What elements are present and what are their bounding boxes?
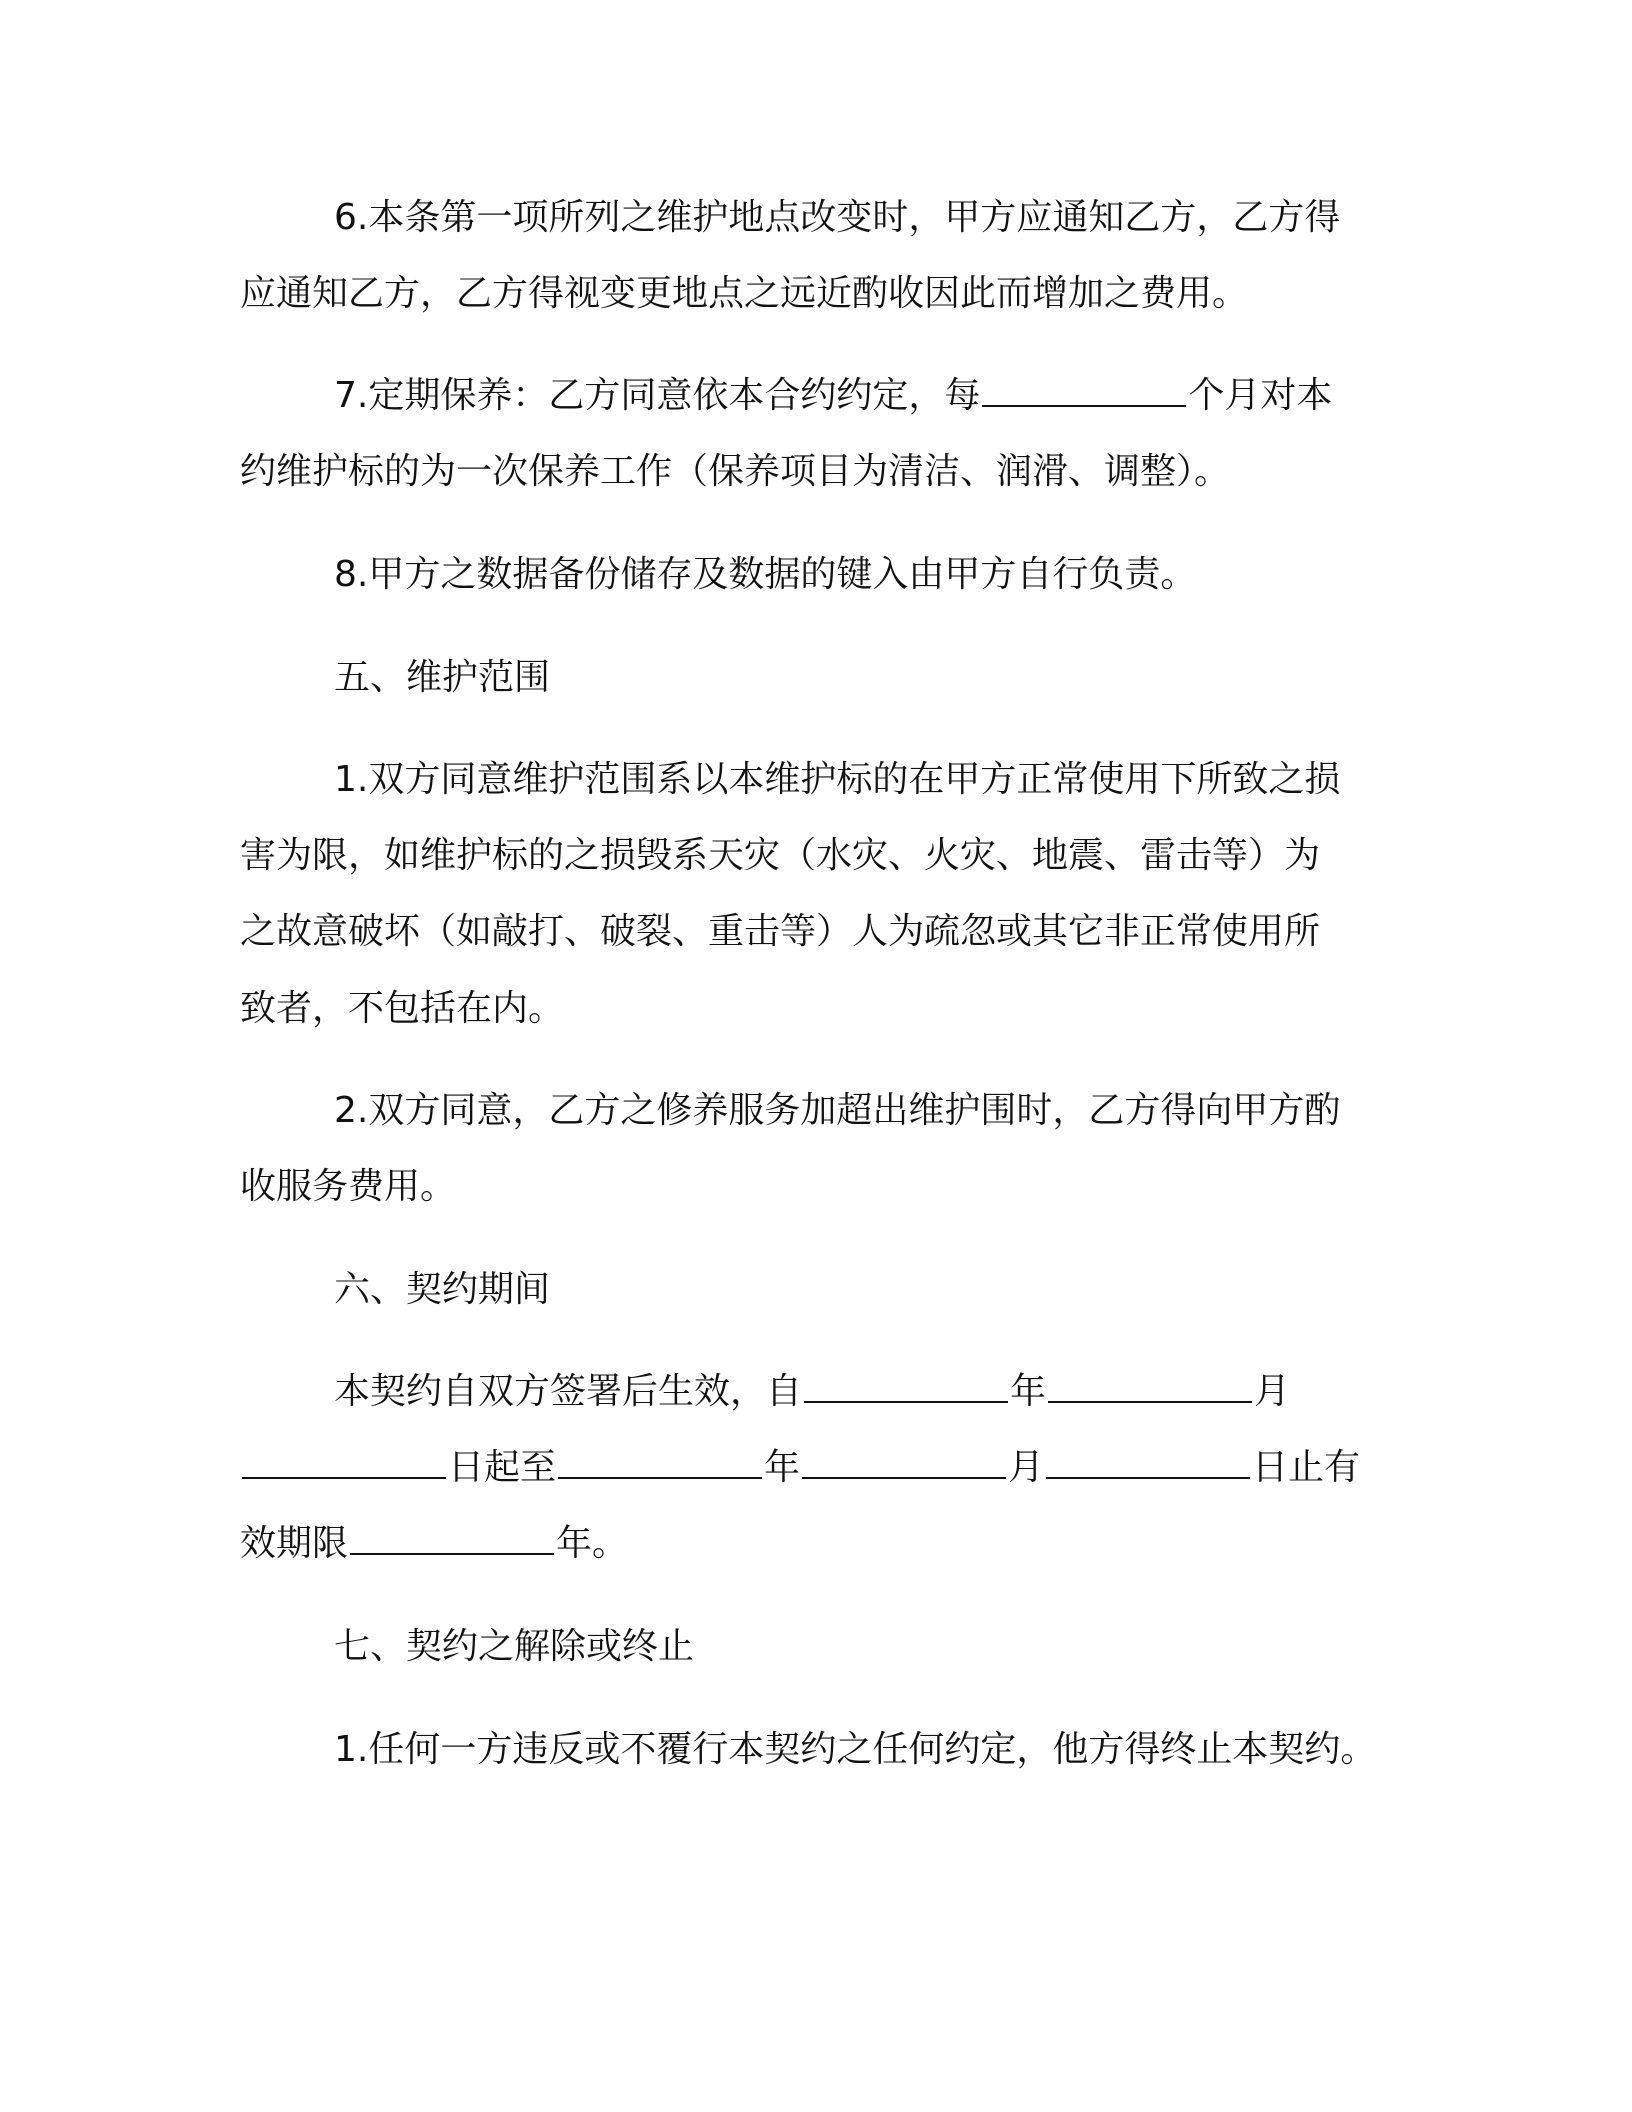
text: 8.甲方之数据备份储存及数据的键入由甲方自行负责。 (334, 554, 1197, 595)
text: 个月对本 (1188, 375, 1333, 416)
scope-paragraph-1-line-2 (240, 834, 1320, 878)
fill-blank-years (350, 1523, 554, 1555)
scope-paragraph-2-line-2 (240, 1165, 456, 1209)
text: 之故意破坏（如敲打、破裂、重击等）人为疏忽或其它非正常使用所 (240, 911, 1321, 952)
text: 日止有 (1252, 1447, 1361, 1488)
text: 1.任何一方违反或不覆行本契约之任何约定，他方得终止本契约。 (334, 1729, 1377, 1770)
text: 五、维护范围 (334, 657, 551, 698)
text: 月 (1254, 1371, 1291, 1412)
text: 本契约自双方签署后生效，自 (334, 1371, 803, 1412)
paragraph-6-line-1 (334, 196, 1340, 240)
scope-paragraph-1-line-1 (334, 758, 1340, 802)
text: 效期限 (240, 1523, 349, 1564)
term-paragraph-line-3 (240, 1522, 628, 1566)
text: 2.双方同意，乙方之修养服务加超出维护围时，乙方得向甲方酌 (334, 1090, 1341, 1131)
paragraph-8 (334, 553, 1196, 597)
text: 月 (1008, 1447, 1045, 1488)
text: 致者，不包括在内。 (240, 988, 565, 1029)
fill-blank-months (982, 375, 1186, 407)
fill-blank-start-year (804, 1371, 1008, 1403)
text: 七、契约之解除或终止 (334, 1626, 695, 1667)
scope-paragraph-1-line-3 (240, 910, 1320, 954)
fill-blank-end-day (1046, 1447, 1250, 1479)
text: 1.双方同意维护范围系以本维护标的在甲方正常使用下所致之损 (334, 759, 1341, 800)
fill-blank-start-month (1048, 1371, 1252, 1403)
fill-blank-end-year (558, 1447, 762, 1479)
text: 年 (1010, 1371, 1047, 1412)
paragraph-7-line-2 (240, 450, 1230, 494)
text: 应通知乙方，乙方得视变更地点之远近酌收因此而增加之费用。 (240, 273, 1249, 314)
text: 年。 (556, 1523, 629, 1564)
section-heading-6 (334, 1268, 550, 1312)
term-paragraph-line-2 (240, 1446, 1360, 1490)
text: 年 (764, 1447, 801, 1488)
text: 约维护标的为一次保养工作（保养项目为清洁、润滑、调整）。 (240, 451, 1231, 492)
text: 日起至 (448, 1447, 557, 1488)
text: 六、契约期间 (334, 1269, 551, 1310)
text: 收服务费用。 (240, 1166, 457, 1207)
fill-blank-start-day (242, 1447, 446, 1479)
text: 6.本条第一项所列之维护地点改变时，甲方应通知乙方，乙方得 (334, 197, 1341, 238)
paragraph-7-line-1 (334, 374, 1332, 418)
scope-paragraph-2-line-1 (334, 1089, 1340, 1133)
section-heading-5 (334, 656, 550, 700)
term-paragraph-line-1 (334, 1370, 1290, 1414)
fill-blank-end-month (802, 1447, 1006, 1479)
paragraph-6-line-2 (240, 272, 1248, 316)
text: 7.定期保养：乙方同意依本合约约定，每 (334, 375, 981, 416)
section-heading-7 (334, 1625, 694, 1669)
text: 害为限，如维护标的之损毁系天灾（水灾、火灾、地震、雷击等）为 (240, 835, 1321, 876)
scope-paragraph-1-line-4 (240, 987, 564, 1031)
termination-paragraph-1 (334, 1728, 1376, 1772)
